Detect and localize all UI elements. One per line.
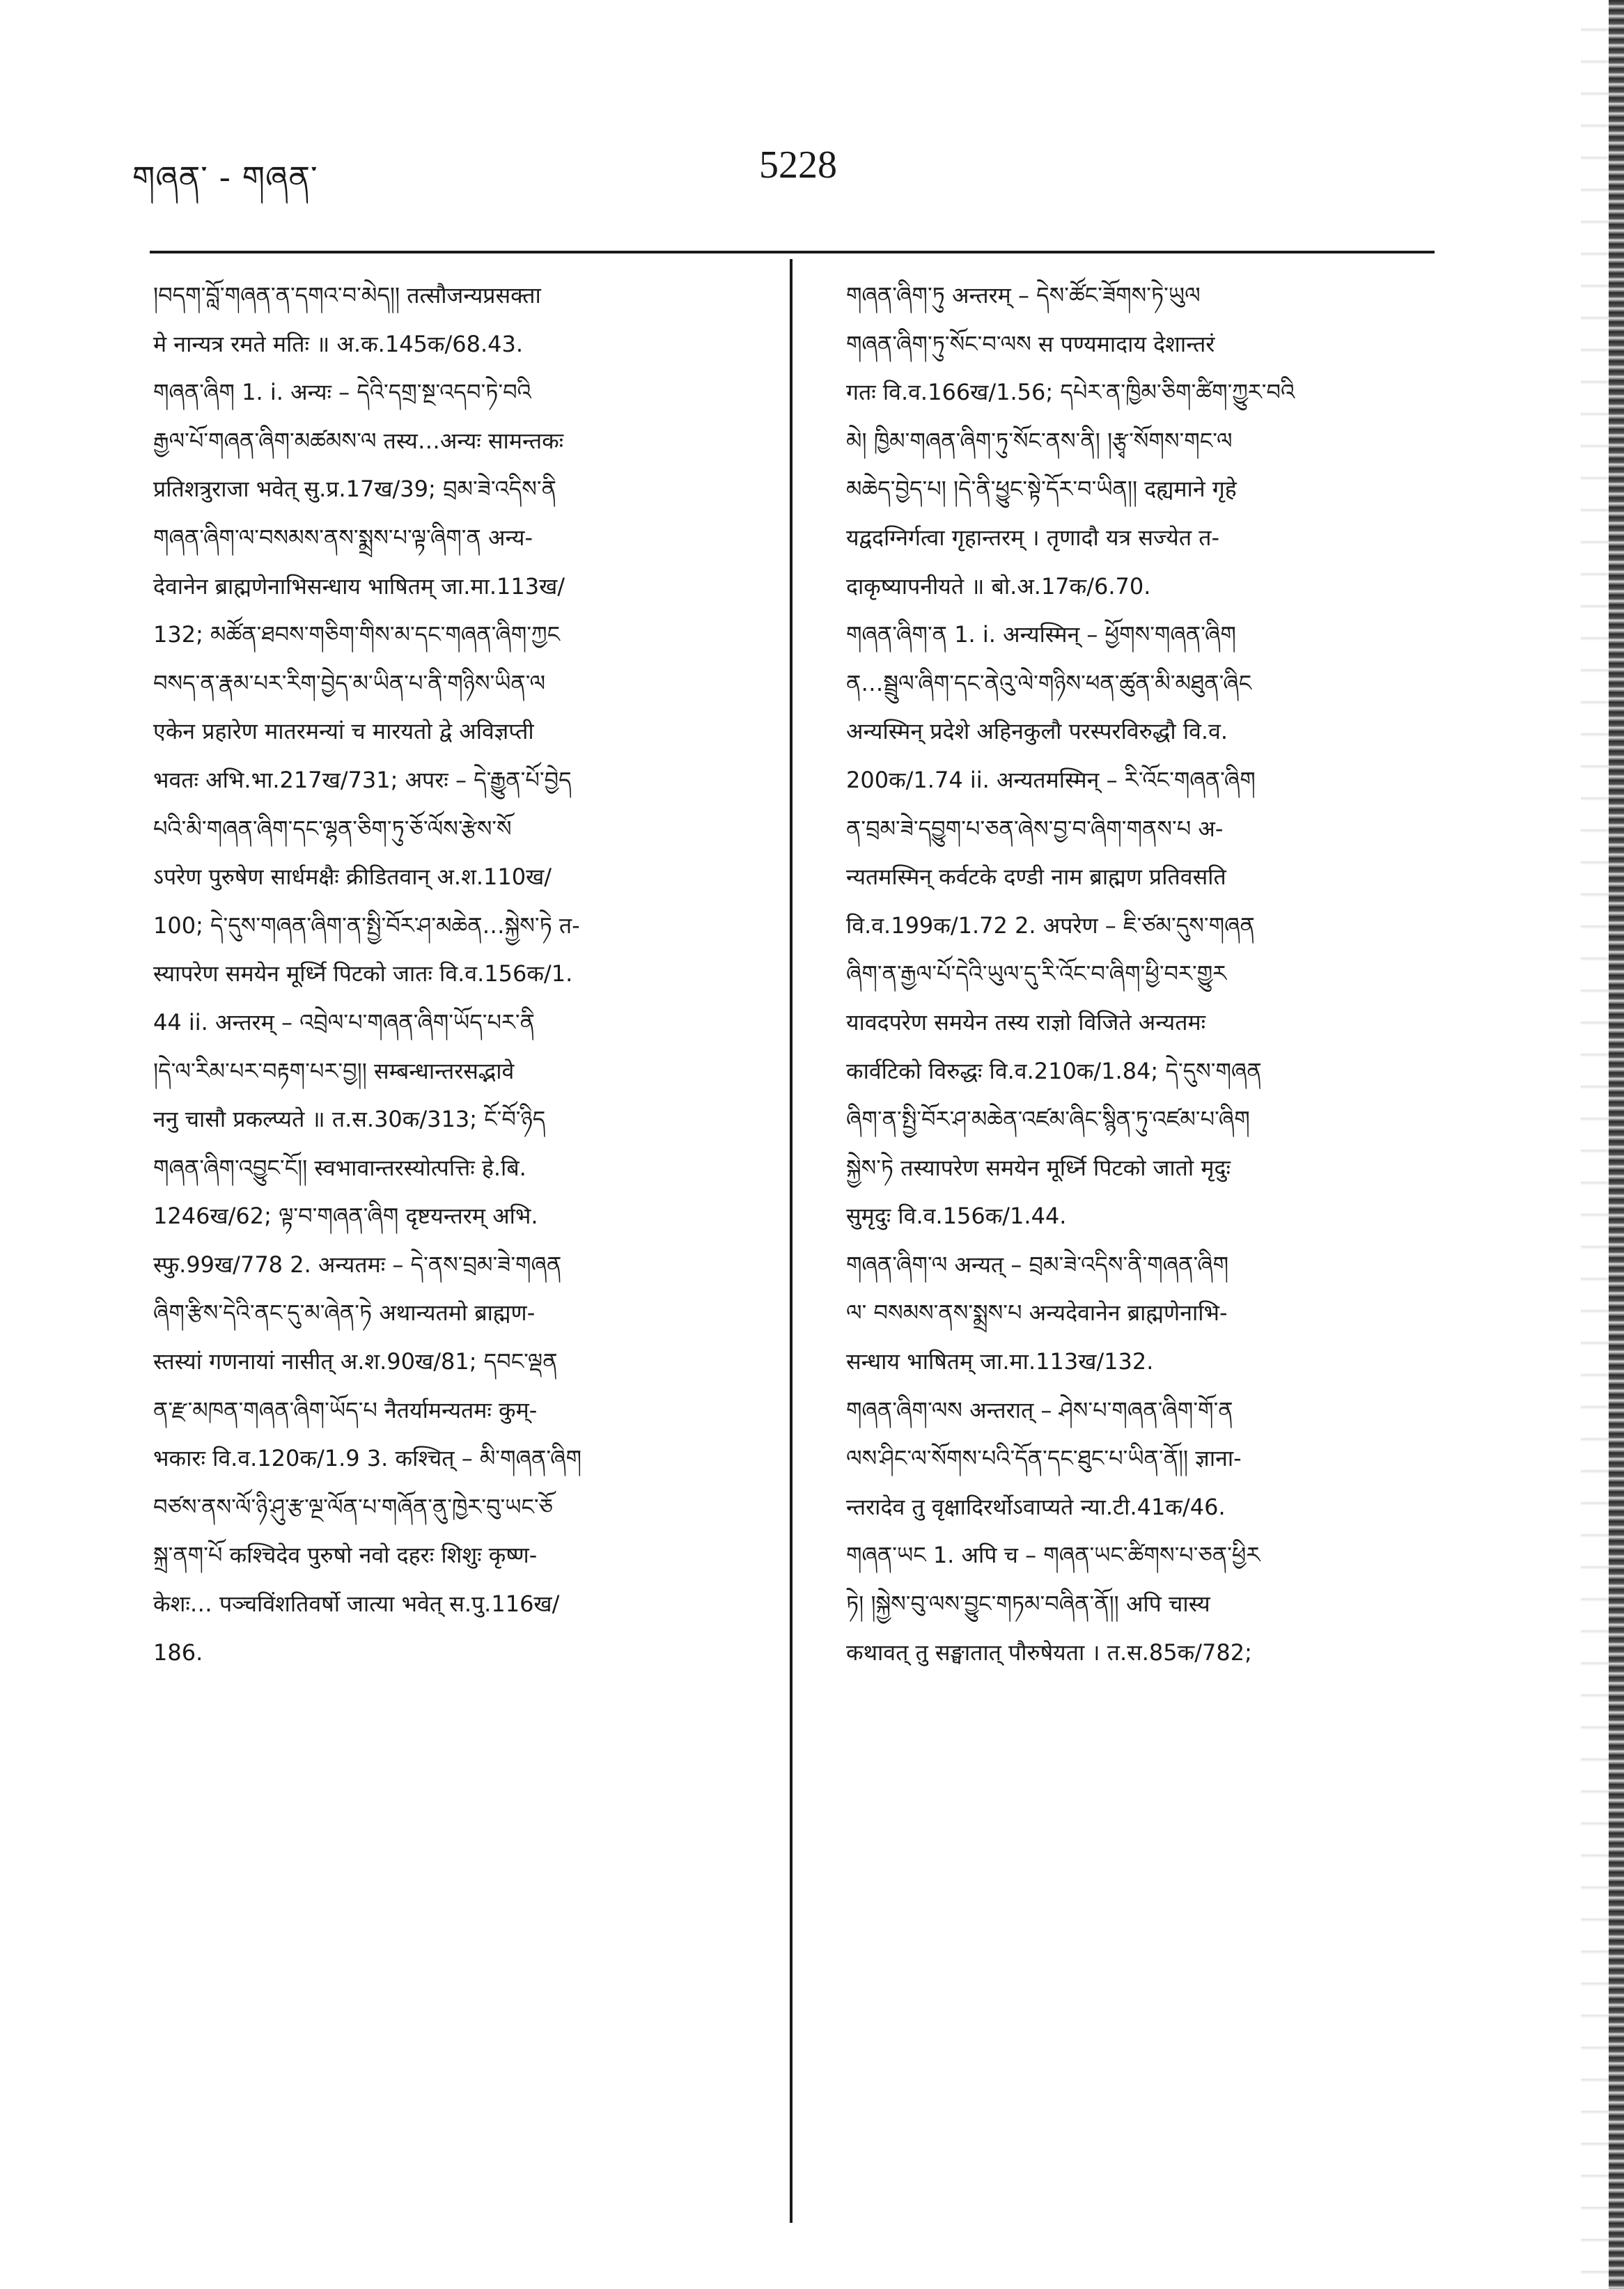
text-line: གཞན་ཞིག 1. i. अन्यः – དེའི་དགྲ་སྔ་འདབ་ཏེ་བའི bbox=[153, 379, 531, 406]
text-line: न्तरादेव तु वृक्षादिरर्थोऽवाप्यते न्या.टी.41क/46. bbox=[846, 1493, 1226, 1520]
text-line: གཞན་ཞིག་འབྱུང་ངོ།། स्वभावान्तरस्योत्पत्तिः हे.बि. bbox=[153, 1154, 526, 1181]
text-line: अन्यस्मिन् प्रदेशे अहिनकुलौ परस्परविरुद्धौ वि.व. bbox=[846, 718, 1228, 745]
text-line: स्तस्यां गणनायां नासीत् अ.श.90ख/81; དབང་ལྡན bbox=[153, 1348, 558, 1375]
text-line: སྐྱེས་ཏེ तस्यापरेण समयेन मूर्ध्नि पिटको जातो मृदुः bbox=[846, 1154, 1231, 1181]
text-line: सुमृदुः वि.व.156क/1.44. bbox=[846, 1203, 1067, 1230]
text-line: མེ། ཁྱིམ་གཞན་ཞིག་ཏུ་སོང་ནས་ནི། །རྩྭ་སོགས་གང་ལ bbox=[846, 427, 1233, 454]
text-line: स्फु.99ख/778 2. अन्यतमः – དེ་ནས་བྲམ་ཟེ་གཞན bbox=[153, 1251, 562, 1278]
text-line: सन्धाय भाषितम् जा.मा.113ख/132. bbox=[846, 1348, 1154, 1375]
text-line: भवतः अभि.भा.217ख/731; अपरः – དེ་རྒྱུན་པོ་བྱེད bbox=[153, 766, 572, 793]
text-line: ཞིག་རྩིས་དེའི་ནང་དུ་མ་ཞེན་ཏེ अथान्यतमो ब्राह्मण- bbox=[153, 1299, 536, 1327]
text-line: པའི་མི་གཞན་ཞིག་དང་ལྷན་ཅིག་ཏུ་ཅོ་ལོས་རྩེས་སོ bbox=[153, 815, 512, 842]
text-line: स्यापरेण समयेन मूर्ध्नि पिटको जातः वि.व.156क/1. bbox=[153, 960, 573, 987]
scan-edge bbox=[1609, 0, 1624, 2289]
text-line: कार्वटिको विरुद्धः वि.व.210क/1.84; དེ་དུས་གཞན bbox=[846, 1057, 1262, 1084]
text-line: मे नान्यत्र रमते मतिः ॥ अ.क.145क/68.43. bbox=[153, 330, 524, 357]
running-headword: གཞན་ - གཞན་ bbox=[132, 159, 318, 196]
text-line: ननु चासौ प्रकल्प्यते ॥ त.स.30क/313; ངོ་བོ་ཉིད bbox=[153, 1106, 546, 1133]
text-line: གཞན་ཞིག་ལ अन्यत् – བྲམ་ཟེ་འདིས་ནི་གཞན་ཞིག bbox=[846, 1251, 1229, 1278]
text-line: བསད་ན་རྣམ་པར་རིག་བྱེད་མ་ཡིན་པ་ནི་གཉིས་ཡིན་ལ bbox=[153, 669, 546, 696]
left-column bbox=[153, 272, 780, 1677]
text-line: །བདག་བློ་གཞན་ན་དགའ་བ་མེད།། तत्सौजन्यप्रसक्ता bbox=[153, 282, 541, 308]
text-line: गतः वि.व.166ख/1.56; དཔེར་ན་ཁྱིམ་ཅིག་ཚིག་ཀྱུར་བའི bbox=[846, 379, 1295, 406]
text-line: གཞན་ཞིག་ཏུ་སོང་བ་ལས स पण्यमादाय देशान्तरं bbox=[846, 330, 1215, 357]
text-line: །དེ་ལ་རིམ་པར་བརྟག་པར་བྱ།། सम्बन्धान्तरसद्भावे bbox=[153, 1057, 515, 1084]
text-line: कथावत् तु सङ्घातात् पौरुषेयता । त.स.85क/782; bbox=[846, 1639, 1252, 1666]
scan-speckle bbox=[1581, 0, 1609, 2289]
text-line: བཙས་ནས་ལོ་ཉི་ཤུ་རྩ་ལྔ་ལོན་པ་གཞོན་ནུ་ཁྱེར་བུ་ཡང་ཅོ bbox=[153, 1493, 553, 1520]
page-number: 5228 bbox=[759, 143, 837, 187]
text-line: 186. bbox=[153, 1639, 203, 1666]
text-line: न्यतमस्मिन् कर्वटके दण्डी नाम ब्राह्मण प्रतिवसति bbox=[846, 864, 1226, 891]
text-line: ऽपरेण पुरुषेण सार्धमक्षैः क्रीडितवान् अ.श.110ख/ bbox=[153, 864, 552, 891]
text-line: 44 ii. अन्तरम् – འབྲེལ་པ་གཞན་ཞིག་ཡོད་པར་ནི bbox=[153, 1008, 535, 1036]
text-line: एकेन प्रहारेण मातरमन्यां च मारयतो द्वे अविज्ञप्ती bbox=[153, 718, 534, 745]
text-line: མཆེད་བྱེད་པ། །དེ་ནི་ཕྱུང་སྟེ་དོར་བ་ཡིན།། दह्यमाने गृहे bbox=[846, 476, 1237, 503]
header-rule bbox=[150, 251, 1435, 253]
text-line: केशः… पञ्चविंशतिवर्षो जात्या भवेत् स.पु.116ख/ bbox=[153, 1591, 560, 1618]
text-line: གཞན་ཞིག་ལས अन्तरात् – ཤེས་པ་གཞན་ཞིག་གོ་ན bbox=[846, 1396, 1233, 1423]
text-line: 100; དེ་དུས་གཞན་ཞིག་ན་སྤྱི་བོར་ཤ་མཆེན…སྐྱེས་ཏེ त- bbox=[153, 912, 580, 939]
text-line: གཞན་ཡང 1. अपि च – གཞན་ཡང་ཚིགས་པ་ཅན་ཕྱིར bbox=[846, 1542, 1260, 1569]
column-divider bbox=[790, 259, 793, 2223]
text-line: दाकृष्यापनीयते ॥ बो.अ.17क/6.70. bbox=[846, 572, 1151, 600]
text-line: 132; མཚོན་ཐབས་གཅིག་གིས་མ་དང་གཞན་ཞིག་ཀྱང bbox=[153, 621, 561, 648]
text-line: ན…སྦྲུལ་ཞིག་དང་ནེའུ་ལེ་གཉིས་ཕན་ཚུན་མི་མཐུན་ཞིང bbox=[846, 669, 1252, 696]
text-line: यावदपरेण समयेन तस्य राज्ञो विजिते अन्यतमः bbox=[846, 1008, 1206, 1036]
text-line: གཞན་ཞིག་ན 1. i. अन्यस्मिन् – ཕྱོགས་གཞན་ཞིག bbox=[846, 621, 1236, 648]
text-line: देवानेन ब्राह्मणेनाभिसन्धाय भाषितम् जा.मा.113ख/ bbox=[153, 572, 565, 600]
text-line: 200क/1.74 ii. अन्यतमस्मिन् – རི་འོང་གཞན་ཞིག bbox=[846, 766, 1256, 793]
text-line: སྐྲ་ནག་པོ कश्चिदेव पुरुषो नवो दहरः शिशुः कृष्ण- bbox=[153, 1542, 538, 1569]
text-line: རྒྱལ་པོ་གཞན་ཞིག་མཚམས་ལ तस्य…अन्यः सामन्तकः bbox=[153, 427, 564, 454]
text-line: ན་རྫ་མཁན་གཞན་ཞིག་ཡོད་པ नैतर्यामन्यतमः कुम्- bbox=[153, 1396, 538, 1423]
text-line: ལས་ཤིང་ལ་སོགས་པའི་དོན་དང་ཐུང་པ་ཡིན་ནོ།། ज्ञाना- bbox=[846, 1445, 1242, 1472]
text-line: यद्वदग्निर्गत्वा गृहान्तरम् । तृणादौ यत्र सज्येत त- bbox=[846, 524, 1220, 551]
text-line: གཞན་ཞིག་ལ་བསམས་ནས་སྨྲས་པ་ལྟ་ཞིག་ན अन्य- bbox=[153, 524, 533, 551]
text-line: གཞན་ཞིག་ཏུ अन्तरम् – དེས་ཚོང་ཟོགས་ཏེ་ཡུལ bbox=[846, 282, 1201, 308]
text-line: ལ་ བསམས་ནས་སྨྲས་པ अन्यदेवानेन ब्राह्मणेनाभि- bbox=[846, 1299, 1228, 1327]
text-line: 1246ख/62; ལྟ་བ་གཞན་ཞིག दृष्टयन्तरम् अभि. bbox=[153, 1203, 538, 1230]
text-line: ཞིག་ན་རྒྱལ་པོ་དེའི་ཡུལ་དུ་རི་འོང་བ་ཞིག་ཕྱི་བར་གྱུར bbox=[846, 960, 1227, 987]
text-line: ཏེ། །སྐྱེས་བུ་ལས་བྱུང་གཏམ་བཞིན་ནོ།། अपि चास्य bbox=[846, 1591, 1210, 1618]
text-line: ཞིག་ན་སྤྱི་བོར་ཤ་མཆེན་འཛམ་ཞིང་སྙིན་ཏུ་འཛམ་པ་ཞིག bbox=[846, 1106, 1250, 1133]
text-line: प्रतिशत्रुराजा भवेत् सु.प्र.17ख/39; བྲམ་ཟེ་འདིས་ནི bbox=[153, 476, 556, 503]
text-line: वि.व.199क/1.72 2. अपरेण – ཇི་ཙམ་དུས་གཞན bbox=[846, 912, 1255, 939]
text-line: भकारः वि.व.120क/1.9 3. कश्चित् – མི་གཞན་ཞིག bbox=[153, 1445, 582, 1472]
text-line: ན་བྲམ་ཟེ་དབྱུག་པ་ཅན་ཞེས་བྱ་བ་ཞིག་གནས་པ अ- bbox=[846, 815, 1224, 842]
right-column bbox=[846, 272, 1473, 1677]
